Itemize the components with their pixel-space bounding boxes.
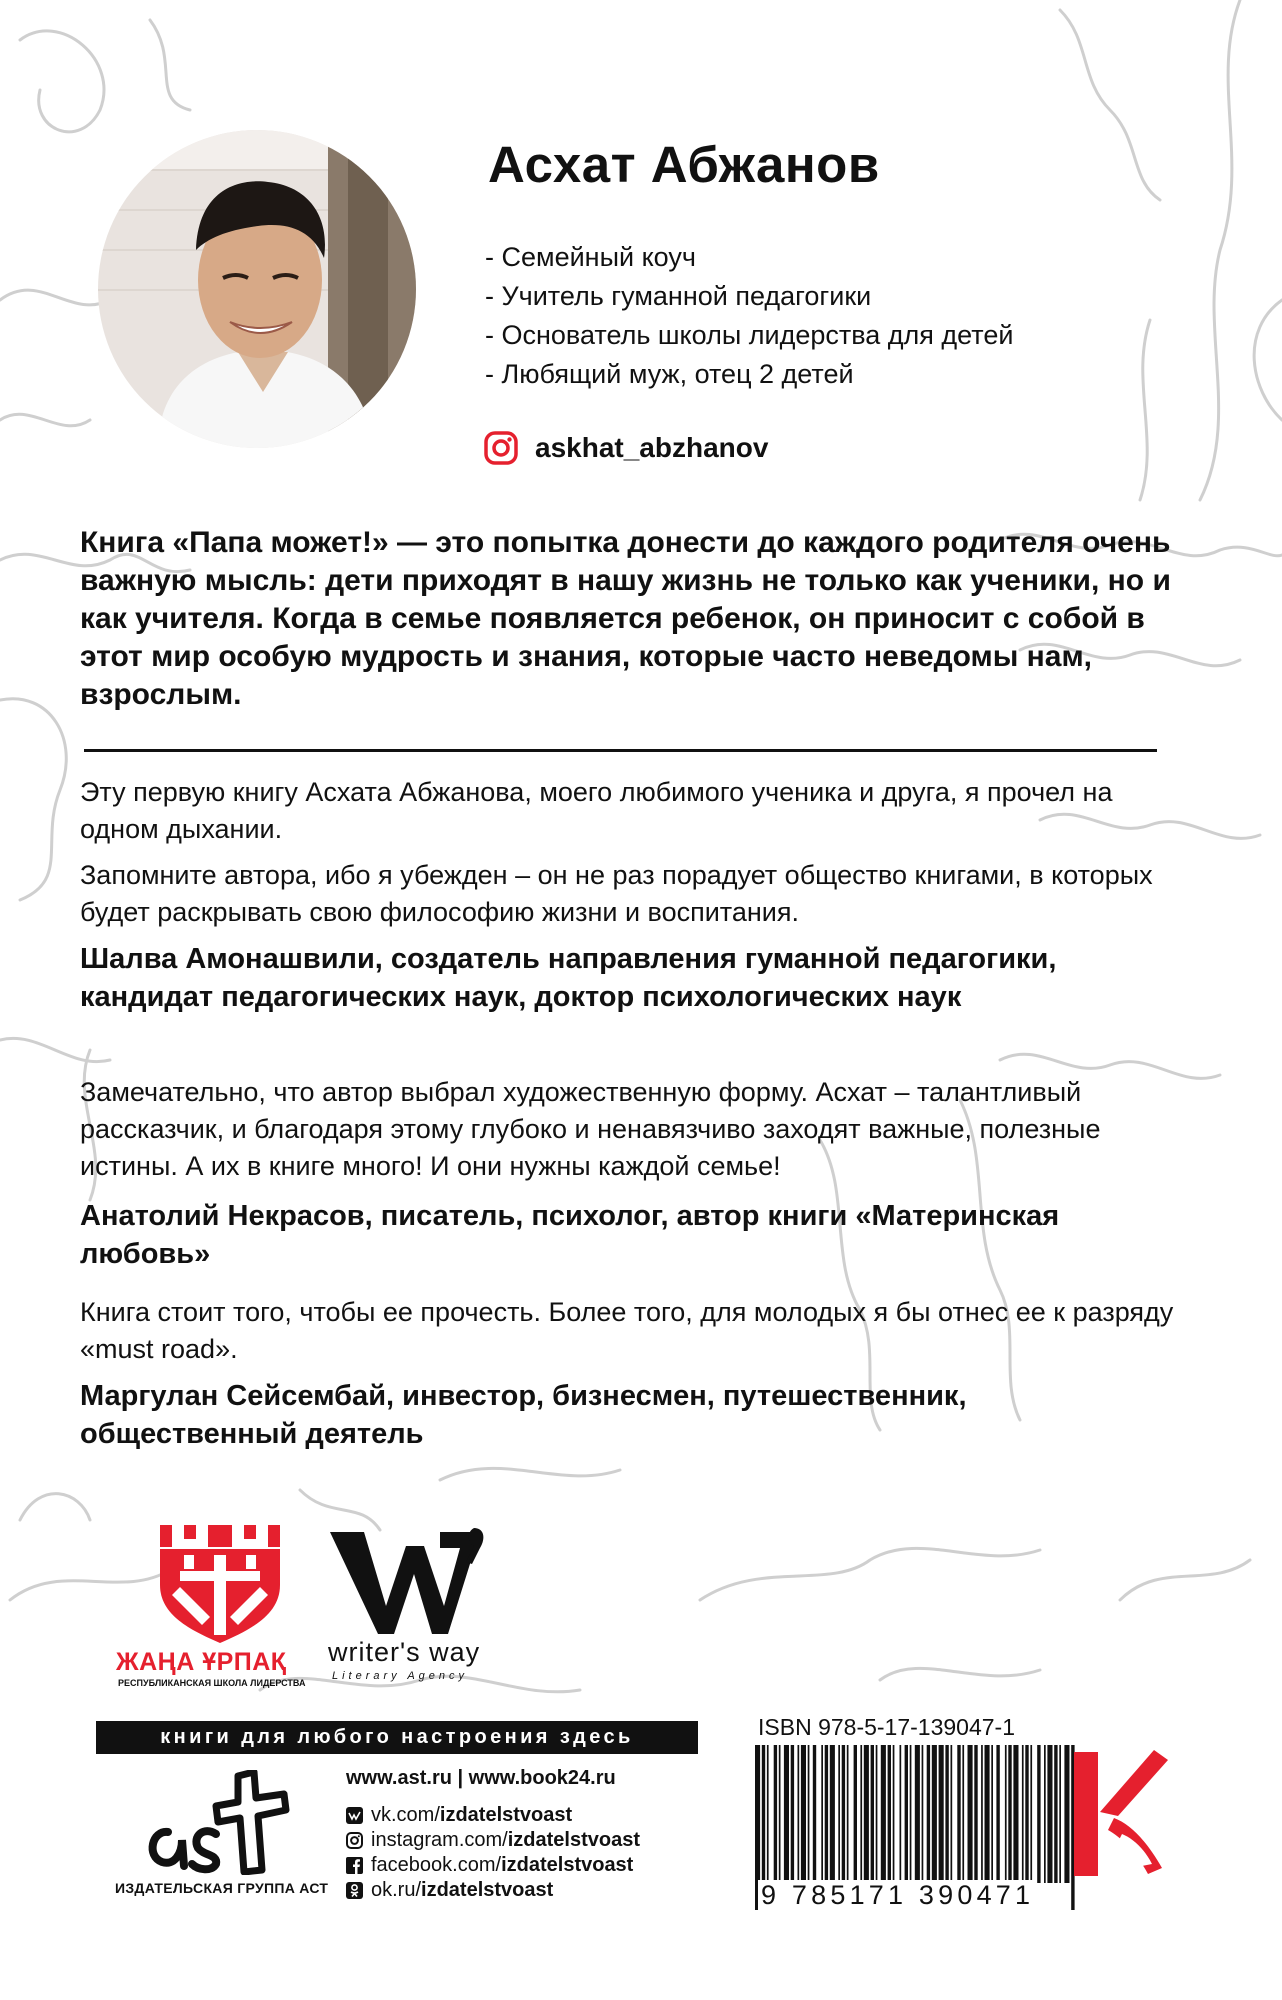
barcode-bar — [876, 1745, 878, 1883]
author-roles — [485, 238, 1013, 394]
barcode-bar — [801, 1745, 806, 1883]
barcode-bar — [838, 1745, 840, 1883]
zhana-urpak-emblem — [150, 1525, 290, 1643]
social-link-instagram[interactable] — [346, 1828, 640, 1853]
barcode-bar — [1037, 1745, 1040, 1883]
barcode-bar — [854, 1745, 857, 1883]
barcode-bar — [893, 1745, 895, 1883]
instagram-icon — [483, 430, 519, 466]
barcode-bar — [1022, 1745, 1024, 1883]
zhana-urpak-subtitle: РЕСПУБЛИКАНСКАЯ ШКОЛА ЛИДЕРСТВА — [118, 1678, 306, 1688]
barcode-bar — [910, 1745, 912, 1883]
social-handle: izdatelstvoast — [421, 1879, 554, 1901]
writers-way-subtitle: Literary Agency — [332, 1670, 469, 1682]
review-paragraph: Эту первую книгу Асхата Абжанова, моего любимого ученика и друга, я прочел на одном дыхании. — [80, 777, 1113, 844]
barcode-bar — [900, 1745, 902, 1883]
instagram-handle: askhat_abzhanov — [535, 432, 769, 463]
publisher-sites[interactable]: www.ast.ru | www.book24.ru — [346, 1767, 616, 1789]
barcode-bar — [945, 1745, 948, 1883]
barcode-bar — [821, 1745, 823, 1883]
barcode-bar — [927, 1745, 930, 1883]
barcode-digits: 9 785171 390471 — [758, 1880, 1037, 1911]
barcode-bar — [1059, 1745, 1061, 1883]
vk-icon — [346, 1807, 363, 1824]
barcode-bar — [798, 1745, 800, 1883]
barcode-bar — [881, 1745, 886, 1883]
barcode-bar — [779, 1745, 781, 1883]
zhana-urpak-title: ЖАҢА ҰРПАҚ — [116, 1648, 287, 1676]
review-author: Анатолий Некрасов, писатель, психолог, автор книги «Материнская любовь» — [80, 1200, 1060, 1270]
ok-icon — [346, 1882, 363, 1899]
barcode-bar — [842, 1745, 845, 1883]
barcode-bar — [860, 1745, 862, 1883]
barcode-bar — [985, 1745, 990, 1883]
social-prefix: facebook.com/ — [371, 1854, 502, 1876]
barcode-bar — [808, 1745, 810, 1883]
author-role: - Основатель школы лидерства для детей — [485, 320, 1014, 350]
barcode-bar — [981, 1745, 983, 1883]
barcode-bar — [1008, 1745, 1011, 1883]
barcode-bar — [791, 1745, 794, 1883]
social-prefix: ok.ru/ — [371, 1879, 422, 1901]
barcode-bar — [813, 1745, 816, 1883]
writers-way-mark — [328, 1528, 488, 1638]
social-link-ok[interactable] — [346, 1878, 640, 1903]
social-handle: izdatelstvoast — [507, 1829, 640, 1851]
barcode-bar — [974, 1745, 977, 1883]
publisher-tagline: книги для любого настроения здесь — [96, 1721, 698, 1754]
barcode-bar — [932, 1745, 937, 1883]
barcode-bar — [1047, 1745, 1052, 1883]
ast-label: ИЗДАТЕЛЬСКАЯ ГРУППА АСТ — [115, 1880, 329, 1896]
social-handle: izdatelstvoast — [501, 1854, 634, 1876]
barcode-bar — [830, 1745, 835, 1883]
barcode-bar — [1030, 1745, 1032, 1883]
barcode-bar — [951, 1745, 953, 1883]
review-paragraph: Запомните автора, ибо я убежден – он не раз порадует общество книгами, в которых будет раскрывать свою философию жизни и воспитания. — [80, 860, 1153, 927]
barcode-bar — [991, 1745, 993, 1883]
review-author: Маргулан Сейсембай, инвестор, бизнесмен, путешественник, общественный деятель — [80, 1380, 967, 1450]
barcode-bar — [1013, 1745, 1018, 1883]
social-prefix: instagram.com/ — [371, 1829, 508, 1851]
barcode-bar — [825, 1745, 828, 1883]
barcode-bar — [871, 1745, 874, 1883]
barcode-bar — [784, 1745, 789, 1883]
barcode-bar — [962, 1745, 964, 1883]
author-photo — [98, 130, 416, 448]
instagram-icon — [346, 1832, 363, 1849]
barcode-bar — [1005, 1745, 1007, 1883]
barcode-bar — [996, 1745, 999, 1883]
barcode-bar — [1054, 1745, 1057, 1883]
barcode-bar — [968, 1745, 973, 1883]
barcode-bar — [1044, 1745, 1046, 1883]
social-link-vk[interactable] — [346, 1803, 640, 1828]
social-link-facebook[interactable] — [346, 1853, 640, 1878]
ast-mark — [138, 1770, 298, 1875]
writers-way-title: writer's way — [328, 1637, 481, 1667]
barcode-bar — [939, 1745, 944, 1883]
author-name: Асхат Абжанов — [488, 136, 880, 193]
isbn: ISBN 978-5-17-139047-1 — [758, 1714, 1015, 1740]
review-paragraph: Замечательно, что автор выбрал художественную форму. Асхат – талантливый рассказчик, и благодаря этому глубоко и ненавязчиво заходят важные, полезные истины. А их в книге много! И они нужны каждой семье! — [80, 1077, 1101, 1181]
author-role: - Учитель гуманной педагогики — [485, 281, 872, 311]
divider — [84, 749, 1157, 752]
publisher-k-logo — [1070, 1748, 1170, 1880]
barcode-bar — [767, 1745, 769, 1883]
barcode-bar — [1025, 1745, 1028, 1883]
social-handle: izdatelstvoast — [439, 1804, 573, 1826]
author-role: - Семейный коуч — [485, 242, 696, 272]
barcode-bar — [864, 1745, 869, 1883]
author-instagram[interactable] — [483, 430, 768, 466]
barcode-bar — [905, 1745, 908, 1883]
author-role: - Любящий муж, отец 2 детей — [485, 359, 854, 389]
review-author: Шалва Амонашвили, создатель направления гуманной педагогики, кандидат педагогических наук, доктор психологических наук — [80, 943, 1057, 1013]
lead-text: Книга «Папа может!» — это попытка донести до каждого родителя очень важную мысль: дети приходят в нашу жизнь не только как ученики, но и как учителя. Когда в семье появляется ребенок, он приносит с собой в этот мир особую мудрость и знания, которые часто неведомы нам, взрослым. — [80, 526, 1171, 711]
barcode-bar — [957, 1745, 960, 1883]
barcode-bar — [774, 1745, 777, 1883]
barcode-bar — [888, 1745, 891, 1883]
review-paragraph: Книга стоит того, чтобы ее прочесть. Более того, для молодых я бы отнес ее к разряду «must road». — [80, 1297, 1174, 1364]
social-prefix: vk.com/ — [371, 1804, 440, 1826]
barcode-bar — [1064, 1745, 1069, 1883]
barcode-bar — [847, 1745, 849, 1883]
facebook-icon — [346, 1857, 363, 1874]
publisher-social-links — [346, 1803, 640, 1903]
